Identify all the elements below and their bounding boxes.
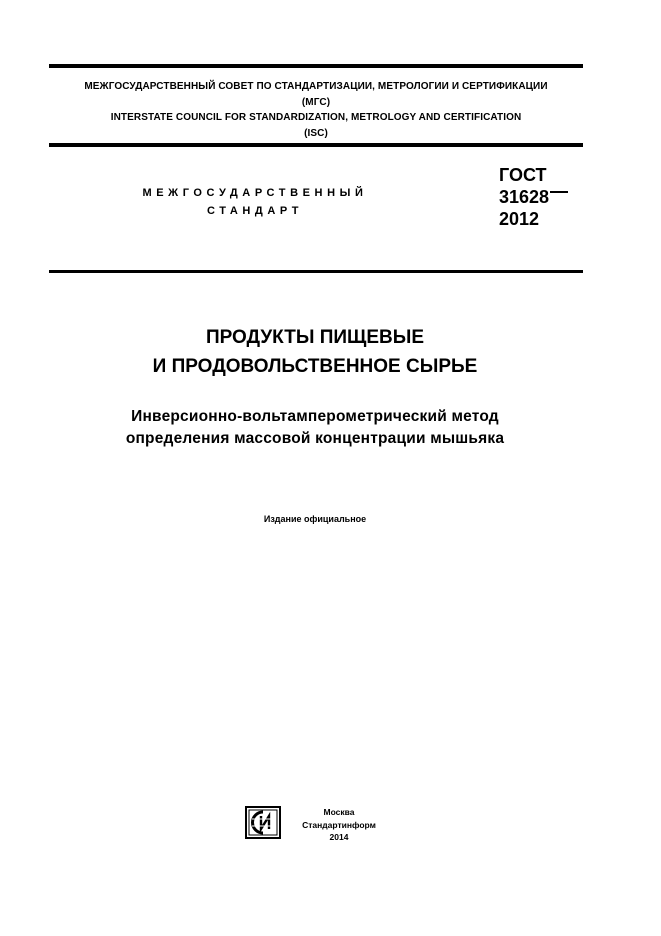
gost-number-line <box>499 186 568 208</box>
imprint-city: Москва <box>323 807 355 817</box>
standard-designation <box>499 164 568 230</box>
standard-kind-line2: СТАНДАРТ <box>206 205 304 217</box>
gost-year: 2012 <box>499 209 540 229</box>
council-name-en: INTERSTATE COUNCIL FOR STANDARDIZATION, METROLOGY AND CERTIFICATION <box>110 112 522 123</box>
standard-kind <box>120 184 390 220</box>
council-abbr-ru: (МГС) <box>301 96 331 108</box>
council-name-ru: МЕЖГОСУДАРСТВЕННЫЙ СОВЕТ ПО СТАНДАРТИЗАЦИИ, МЕТРОЛОГИИ И СЕРТИФИКАЦИИ <box>84 81 548 92</box>
council-header <box>49 79 583 141</box>
document-subtitle-line2: определения массовой концентрации мышьяка <box>125 430 505 447</box>
gost-number: 31628 <box>499 187 550 207</box>
imprint <box>289 806 389 844</box>
dash-mark <box>550 191 568 193</box>
council-abbr-en: (ISC) <box>304 127 328 139</box>
document-title <box>60 323 570 381</box>
gost-label: ГОСТ <box>499 165 547 185</box>
middle-rule <box>49 143 583 147</box>
document-subtitle-line1: Инверсионно-вольтамперометрический метод <box>131 408 499 425</box>
edition-note: Издание официальное <box>263 514 367 524</box>
bottom-rule <box>49 270 583 273</box>
standard-kind-line1: МЕЖГОСУДАРСТВЕННЫЙ <box>142 187 368 199</box>
imprint-publisher: Стандартинформ <box>302 819 376 830</box>
top-rule <box>49 64 583 68</box>
document-subtitle <box>40 406 590 450</box>
document-title-line2: И ПРОДОВОЛЬСТВЕННОЕ СЫРЬЕ <box>152 356 478 377</box>
document-title-line1: ПРОДУКТЫ ПИЩЕВЫЕ <box>205 327 425 348</box>
imprint-year: 2014 <box>329 832 349 842</box>
standartinform-logo-icon <box>245 806 281 839</box>
